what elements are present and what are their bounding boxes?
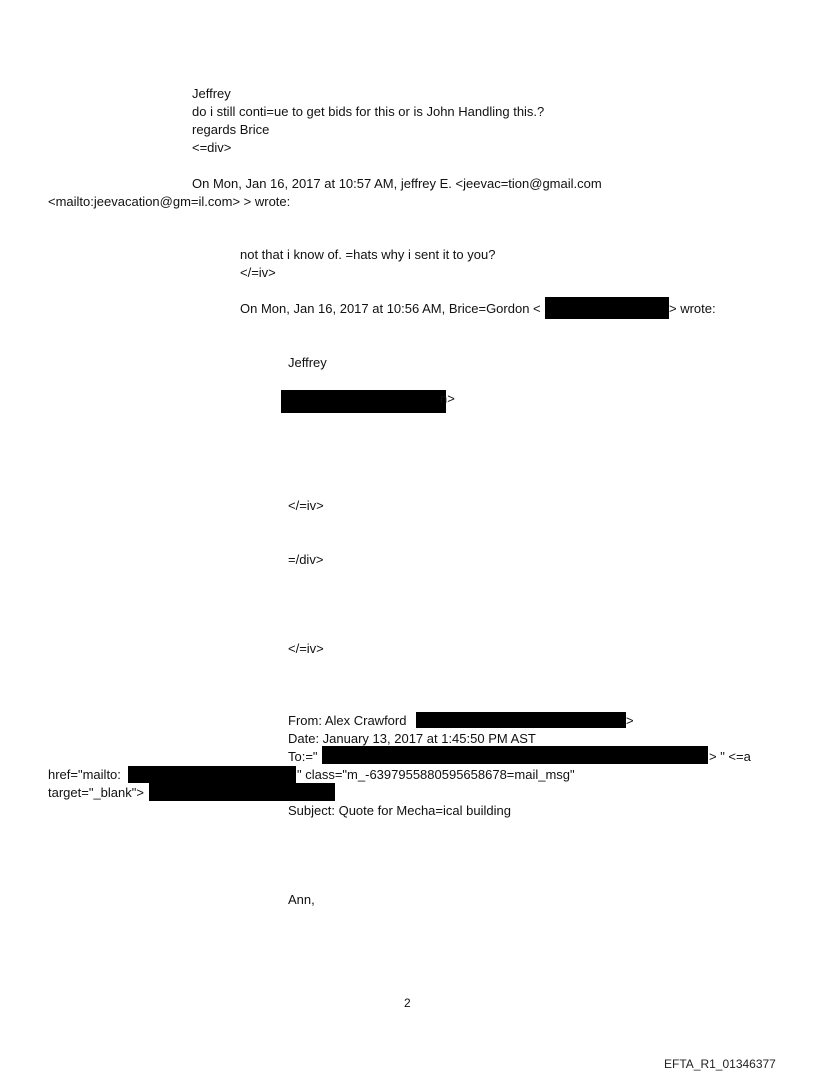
redaction-block: [322, 746, 708, 764]
reply-body-line: do i still conti=ue to get bids for this or is John Handling this.?: [192, 104, 545, 119]
div-tag-text: <=div>: [192, 140, 232, 155]
quote-header-brice-prefix: On Mon, Jan 16, 2017 at 10:56 AM, Brice=Gordon <: [240, 301, 541, 316]
greeting-jeffrey: Jeffrey: [192, 86, 231, 101]
to-line-prefix: To:=": [288, 749, 318, 764]
bates-id: EFTA_R1_01346377: [664, 1057, 776, 1071]
quote-header-jeffrey-line2: <mailto:jeevacation@gm=il.com> > wrote:: [48, 194, 291, 209]
redacted-email-suffix: n>: [440, 391, 455, 406]
from-line-prefix: From: Alex Crawford: [288, 713, 407, 728]
target-line-prefix: target="_blank">: [48, 785, 144, 800]
brice-greeting: Jeffrey: [288, 355, 327, 370]
href-line-prefix: href="mailto:: [48, 767, 121, 782]
jeffrey-body-line1: not that i know of. =hats why i sent it to you?: [240, 247, 496, 262]
redaction-block: [545, 297, 669, 319]
from-line-suffix: >: [626, 713, 634, 728]
quote-header-jeffrey-line1: On Mon, Jan 16, 2017 at 10:57 AM, jeffrey E. <jeevac=tion@gmail.com: [192, 176, 602, 191]
close-div-text-3: </=iv>: [288, 641, 324, 656]
reply-signoff: regards Brice: [192, 122, 270, 137]
page-number: 2: [404, 996, 411, 1010]
subject-line: Subject: Quote for Mecha=ical building: [288, 803, 511, 818]
close-div-text-2: =/div>: [288, 552, 324, 567]
jeffrey-body-line2: </=iv>: [240, 265, 276, 280]
redaction-block: [416, 712, 626, 728]
href-line-suffix: " class="m_-6397955880595658678=mail_msg": [297, 767, 575, 782]
close-div-text-1: </=iv>: [288, 498, 324, 513]
quote-header-brice-suffix: > wrote:: [669, 301, 716, 316]
date-line: Date: January 13, 2017 at 1:45:50 PM AST: [288, 731, 536, 746]
salutation: Ann,: [288, 892, 315, 907]
to-line-suffix: > " <=a: [709, 749, 751, 764]
redaction-block: [281, 390, 446, 413]
redaction-block: [149, 783, 335, 801]
redaction-block: [128, 766, 296, 783]
